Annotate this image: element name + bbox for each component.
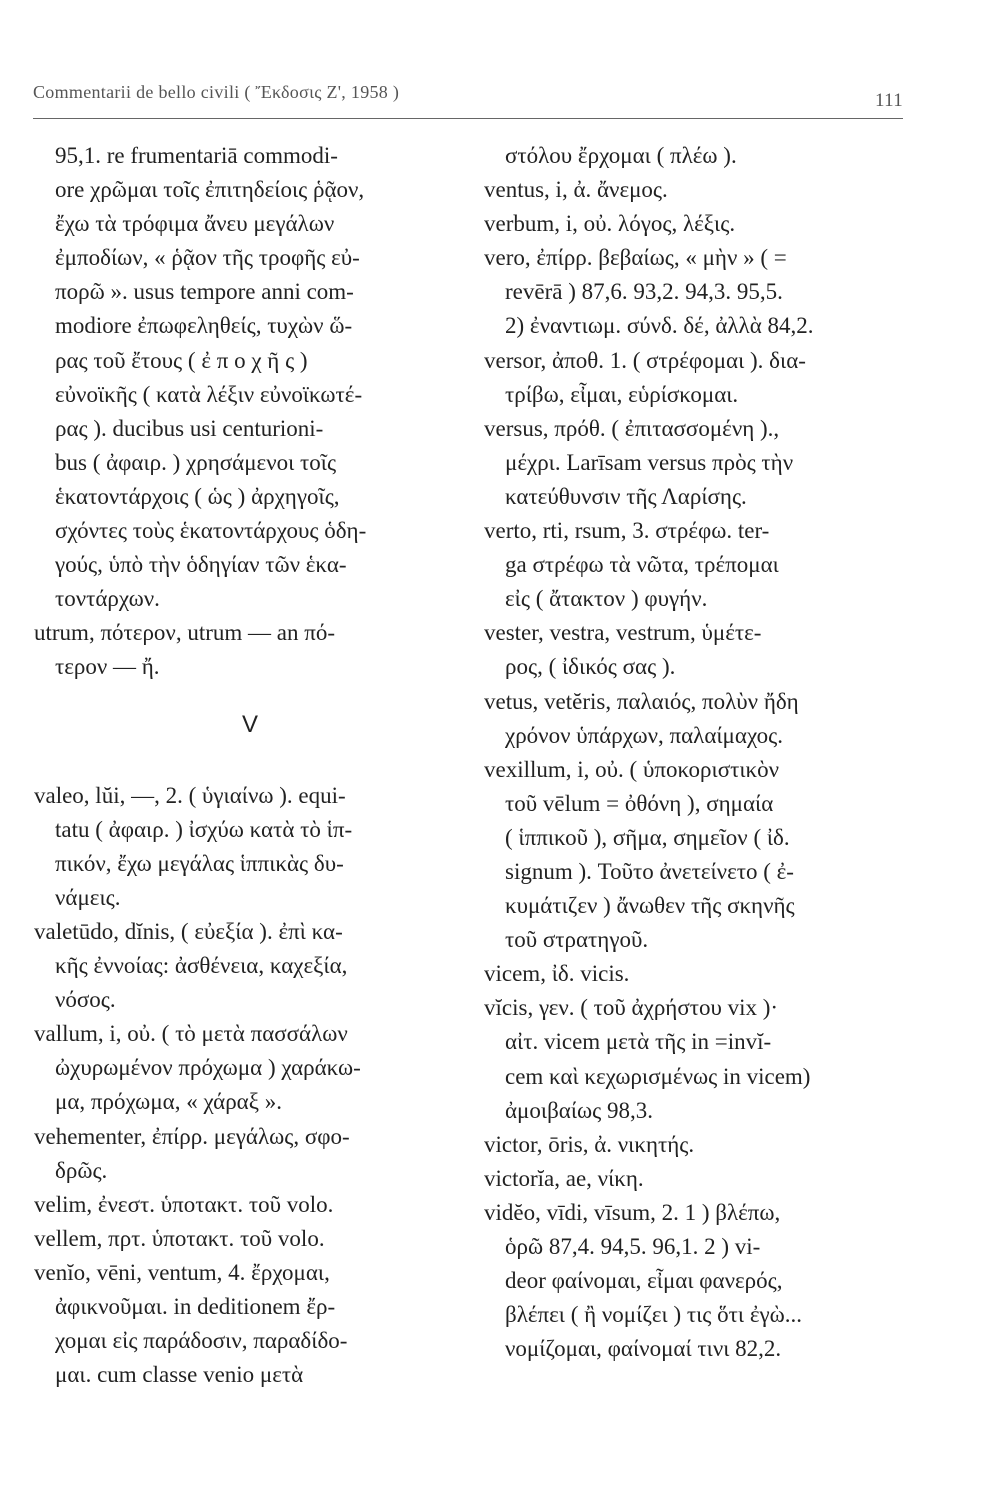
entry-continuation-line: αἰτ. vicem μετὰ τῆς in =invĭ- bbox=[505, 1029, 772, 1055]
entry-headword-line: vellem, πρτ. ὑποτακτ. τοῦ volo. bbox=[34, 1225, 325, 1251]
entry-continuation-line: μα, πρόχωμα, « χάραξ ». bbox=[55, 1089, 282, 1115]
entry-headword-line: verto, rti, rsum, 3. στρέφω. ter- bbox=[484, 518, 770, 544]
entry-headword-line: versor, ἀποθ. 1. ( στρέφομαι ). δια- bbox=[484, 347, 806, 373]
entry-continuation-line: νομίζομαι, φαίνομαί τινι 82,2. bbox=[505, 1336, 782, 1362]
entry-continuation-line: ρας τοῦ ἔτους ( ἐ π ο χ ῆ ς ) bbox=[55, 347, 308, 373]
entry-headword-line: venĭo, vēni, ventum, 4. ἔρχομαι, bbox=[34, 1259, 330, 1285]
entry-continuation-line: ὁρῶ 87,4. 94,5. 96,1. 2 ) vi- bbox=[505, 1234, 761, 1259]
right-column bbox=[484, 139, 908, 1366]
entry-continuation-line: tatu ( ἀφαιρ. ) ἰσχύω κατὰ τὸ ἱπ- bbox=[55, 816, 353, 842]
entry-headword-line: verbum, i, οὐ. λόγος, λέξις. bbox=[484, 211, 736, 237]
entry-continuation-line: κῆς ἐννοίας: ἀσθένεια, καχεξία, bbox=[55, 953, 348, 979]
entry-continuation-line: bus ( ἀφαιρ. ) χρησάμενοι τοῖς bbox=[55, 449, 337, 475]
entry-continuation-line: τοῦ στρατηγοῦ. bbox=[505, 927, 649, 953]
entry-headword-line: victor, ōris, ἀ. νικητής. bbox=[484, 1131, 695, 1157]
entry-continuation-line: ἐμποδίων, « ῥᾷον τῆς τροφῆς εὐ- bbox=[55, 245, 360, 271]
entry-continuation-line: μαι. cum classe venio μετὰ bbox=[55, 1362, 304, 1388]
entry-headword-line: velim, ἐνεστ. ὑποτακτ. τοῦ volo. bbox=[34, 1191, 334, 1217]
entry-continuation-line: χομαι εἰς παράδοσιν, παραδίδο- bbox=[55, 1328, 348, 1354]
entry-continuation-line: τρίβω, εἶμαι, εὑρίσκομαι. bbox=[505, 381, 739, 407]
entry-continuation-line: εὐνοϊκῆς ( κατὰ λέξιν εὐνοϊκωτέ- bbox=[55, 381, 363, 407]
entry-continuation-line: βλέπει ( ἢ νομίζει ) τις ὅτι ἐγὼ... bbox=[505, 1302, 803, 1328]
entry-continuation-line: χρόνον ὑπάρχων, παλαίμαχος. bbox=[505, 722, 783, 748]
entry-continuation-line: πορῶ ». usus tempore anni com- bbox=[55, 279, 354, 305]
entry-continuation-line: ore χρῶμαι τοῖς ἐπιτηδείοις ῥᾷον, bbox=[55, 177, 365, 203]
entry-headword-line: vester, vestra, vestrum, ὑμέτε- bbox=[484, 620, 762, 646]
entry-continuation-line: ὠχυρωμένον πρόχωμα ) χαράκω- bbox=[55, 1055, 361, 1081]
running-header bbox=[33, 82, 903, 110]
entry-continuation-line: εἰς ( ἄτακτον ) φυγήν. bbox=[505, 586, 708, 612]
entry-continuation-line: revērā ) 87,6. 93,2. 94,3. 95,5. bbox=[505, 279, 783, 305]
entry-continuation-line: ἔχω τὰ τρόφιμα ἄνευ μεγάλων bbox=[55, 211, 335, 237]
entry-continuation-line: ( ἱππικοῦ ), σῆμα, σημεῖον ( ἰδ. bbox=[505, 824, 790, 850]
entry-continuation-line: στόλου ἔρχομαι ( πλέω ). bbox=[505, 143, 737, 168]
entry-headword-line: vicem, ἰδ. vicis. bbox=[484, 961, 630, 987]
entry-continuation-line: μέχρι. Larīsam versus πρὸς τὴν bbox=[505, 449, 794, 475]
entry-headword-line: versus, πρόθ. ( ἐπιτασσομένη )., bbox=[484, 415, 780, 441]
entry-continuation-line: ga στρέφω τὰ νῶτα, τρέπομαι bbox=[505, 552, 779, 578]
section-letter: V bbox=[241, 710, 258, 738]
entry-continuation-line: γούς, ὑπὸ τὴν ὁδηγίαν τῶν ἑκα- bbox=[55, 552, 347, 578]
entry-headword-line: vĭcis, γεν. ( τοῦ ἀχρήστου vix )· bbox=[484, 995, 779, 1021]
entry-headword-line: vero, ἐπίρρ. βεβαίως, « μὴν » ( = bbox=[484, 245, 787, 271]
entry-continuation-line: 95,1. re frumentariā commodi- bbox=[55, 143, 338, 168]
entry-headword-line: vetus, vetĕris, παλαιός, πολὺν ἤδη bbox=[484, 688, 799, 714]
entry-headword-line: utrum, πότερον, utrum — an πό- bbox=[34, 620, 335, 646]
running-title: Commentarii de bello civili ( Ἔκδοσις Ζ', 1958 ) bbox=[33, 82, 400, 102]
entry-headword-line: valetūdo, dĭnis, ( εὐεξία ). ἐπὶ κα- bbox=[34, 918, 343, 944]
spacer bbox=[34, 745, 466, 779]
entry-continuation-line: ρας ). ducibus usi centurioni- bbox=[55, 415, 324, 441]
entry-headword-line: ventus, i, ἀ. ἄνεμος. bbox=[484, 177, 668, 203]
entry-headword-line: vehementer, ἐπίρρ. μεγάλως, σφο- bbox=[34, 1123, 350, 1149]
entry-headword-line: vallum, i, οὐ. ( τὸ μετὰ πασσάλων bbox=[34, 1021, 348, 1047]
entry-continuation-line: κατεύθυνσιν τῆς Λαρίσης. bbox=[505, 483, 747, 509]
entry-headword-line: victorĭa, ae, νίκη. bbox=[484, 1165, 644, 1191]
entry-headword-line: vidĕo, vīdi, vīsum, 2. 1 ) βλέπω, bbox=[484, 1199, 781, 1225]
entry-continuation-line: cem καὶ κεχωρισμένως in vicem) bbox=[505, 1063, 811, 1089]
entry-continuation-line: ἀμοιβαίως 98,3. bbox=[505, 1097, 654, 1123]
entry-continuation-line: ἀφικνοῦμαι. in deditionem ἔρ- bbox=[55, 1294, 336, 1319]
entry-continuation-line: νάμεις. bbox=[55, 884, 121, 910]
entry-continuation-line: 2) ἐναντιωμ. σύνδ. δέ, ἀλλὰ 84,2. bbox=[505, 313, 814, 339]
entry-continuation-line: ἑκατοντάρχοις ( ὡς ) ἀρχηγοῖς, bbox=[55, 483, 340, 509]
entry-continuation-line: δρῶς. bbox=[55, 1157, 108, 1183]
entry-continuation-line: τοντάρχων. bbox=[55, 586, 160, 612]
entry-continuation-line: σχόντες τοὺς ἑκατοντάρχους ὁδη- bbox=[55, 518, 367, 544]
header-rule bbox=[33, 118, 903, 119]
entry-headword-line: valeo, lŭi, —, 2. ( ὑγιαίνω ). equi- bbox=[34, 782, 346, 808]
page-number: 111 bbox=[875, 90, 903, 111]
entry-continuation-line: νόσος. bbox=[55, 987, 116, 1013]
entry-continuation-line: πικόν, ἔχω μεγάλας ἱππικὰς δυ- bbox=[55, 850, 344, 876]
entry-continuation-line: signum ). Τοῦτο ἀνετείνετο ( ἐ- bbox=[505, 858, 794, 884]
entry-continuation-line: κυμάτιζεν ) ἄνωθεν τῆς σκηνῆς bbox=[505, 893, 795, 919]
entry-headword-line: vexillum, i, οὐ. ( ὑποκοριστικὸν bbox=[484, 756, 780, 782]
left-column bbox=[34, 139, 466, 1392]
entry-continuation-line: τοῦ vēlum = ὀθόνη ), σημαία bbox=[505, 790, 774, 816]
entry-continuation-line: modiore ἐπωφεληθείς, τυχὼν ὥ- bbox=[55, 313, 353, 339]
entry-continuation-line: deor φαίνομαι, εἶμαι φανερός, bbox=[505, 1268, 783, 1294]
entry-continuation-line: τερον — ἤ. bbox=[55, 654, 160, 680]
entry-continuation-line: ρος, ( ἰδικός σας ). bbox=[505, 654, 676, 680]
